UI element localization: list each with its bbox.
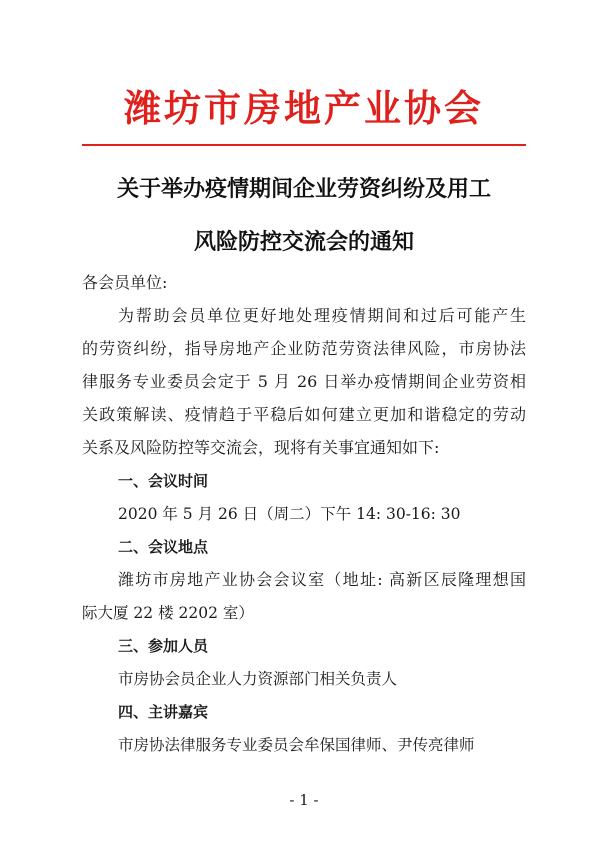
intro-line-4: 关政策解读、疫情趋于平稳后如何建立更加和谐稳定的劳动 — [82, 405, 526, 424]
intro-line-5: 关系及风险防控等交流会，现将有关事宜通知如下: — [82, 438, 440, 457]
section-location-line-1: 潍坊市房地产业协会会议室（地址: 高新区辰隆理想国 — [118, 570, 526, 589]
salutation: 各会员单位: — [82, 273, 168, 292]
intro-line-2: 的劳资纠纷，指导房地产企业防范劳资法律风险，市房协法 — [82, 339, 526, 358]
intro-line-3: 律服务专业委员会定于 5 月 26 日举办疫情期间企业劳资相 — [82, 372, 526, 391]
section-heading-location: 二、会议地点 — [118, 538, 209, 556]
section-heading-speakers: 四、主讲嘉宾 — [118, 703, 209, 721]
document-title-line-2: 风险防控交流会的通知 — [193, 229, 414, 255]
page-number: - 1 - — [289, 791, 319, 809]
letterhead-red-rule — [82, 144, 526, 146]
letterhead-organization: 潍坊市房地产业协会 — [124, 86, 484, 130]
intro-line-1: 为帮助会员单位更好地处理疫情期间和过后可能产生 — [118, 306, 526, 325]
section-time-text: 2020 年 5 月 26 日（周二）下午 14: 30-16: 30 — [118, 505, 461, 523]
section-heading-attendees: 三、参加人员 — [118, 637, 209, 655]
document-title-line-1: 关于举办疫情期间企业劳资纠纷及用工 — [116, 176, 491, 202]
section-speakers-text: 市房协法律服务专业委员会牟保国律师、尹传亮律师 — [118, 736, 475, 754]
section-heading-time: 一、会议时间 — [118, 472, 209, 490]
section-attendees-text: 市房协会员企业人力资源部门相关负责人 — [118, 670, 398, 688]
section-location-line-2: 际大厦 22 楼 2202 室） — [82, 604, 254, 622]
